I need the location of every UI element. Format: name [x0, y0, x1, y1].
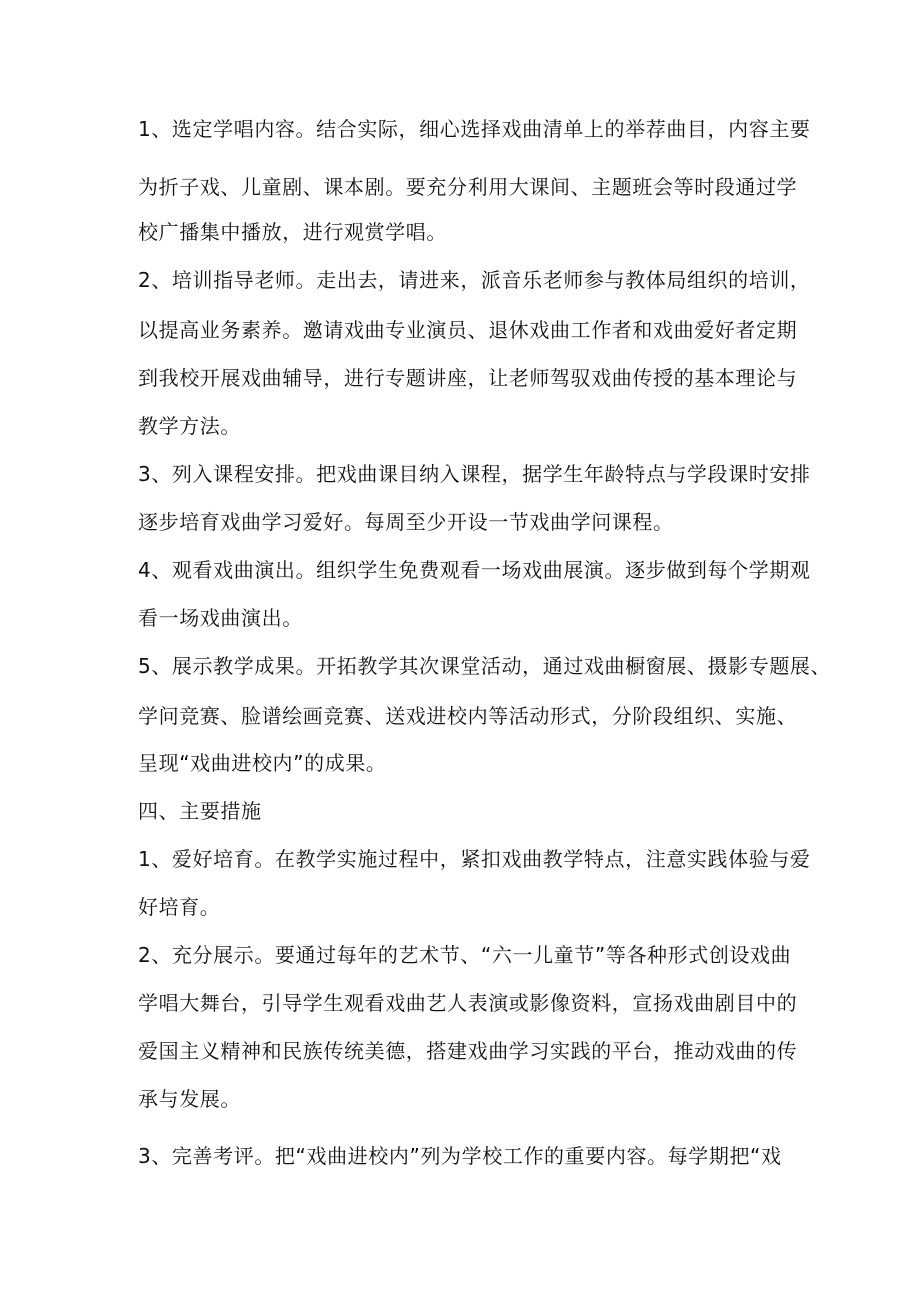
text-line: 4、观看戏曲演出。组织学生免费观看一场戏曲展演。逐步做到每个学期观	[138, 558, 811, 582]
text-line: 爱国主义精神和民族传统美德，搭建戏曲学习实践的平台，推动戏曲的传	[138, 1039, 798, 1063]
text-line: 3、完善考评。把“戏曲进校内”列为学校工作的重要内容。每学期把“戏	[138, 1144, 782, 1168]
text-line: 为折子戏、儿童剧、课本剧。要充分利用大课间、主题班会等时段通过学	[138, 175, 798, 199]
text-line: 学问竞赛、脸谱绘画竞赛、送戏进校内等活动形式，分阶段组织、实施、	[138, 704, 798, 728]
text-line: 好培育。	[138, 895, 221, 919]
text-line: 1、爱好培育。在教学实施过程中，紧扣戏曲教学特点，注意实践体验与爱	[138, 847, 811, 871]
text-line: 逐步培育戏曲学习爱好。每周至少开设一节戏曲学问课程。	[138, 510, 674, 534]
text-line: 承与发展。	[138, 1087, 241, 1111]
text-line: 看一场戏曲演出。	[138, 606, 303, 630]
text-line: 2、培训指导老师。走出去，请进来，派音乐老师参与教体局组织的培训，	[138, 268, 811, 292]
text-line: 5、展示教学成果。开拓教学其次课堂活动，通过戏曲橱窗展、摄影专题展、	[138, 654, 832, 678]
text-line: 学唱大舞台，引导学生观看戏曲艺人表演或影像资料，宣扬戏曲剧目中的	[138, 991, 798, 1015]
text-line: 以提高业务素养。邀请戏曲专业演员、退休戏曲工作者和戏曲爱好者定期	[138, 318, 798, 342]
text-line: 到我校开展戏曲辅导，进行专题讲座，让老师驾驭戏曲传授的基本理论与	[138, 366, 798, 390]
section-heading: 四、主要措施	[138, 799, 262, 823]
text-line: 2、充分展示。要通过每年的艺术节、“六一儿童节”等各种形式创设戏曲	[138, 943, 792, 967]
text-line: 3、列入课程安排。把戏曲课目纳入课程，据学生年龄特点与学段课时安排	[138, 462, 811, 486]
text-line: 校广播集中播放，进行观赏学唱。	[138, 220, 447, 244]
text-line: 1、选定学唱内容。结合实际，细心选择戏曲清单上的举荐曲目，内容主要	[138, 117, 811, 141]
text-line: 呈现“戏曲进校内”的成果。	[138, 751, 387, 775]
text-line: 教学方法。	[138, 414, 241, 438]
